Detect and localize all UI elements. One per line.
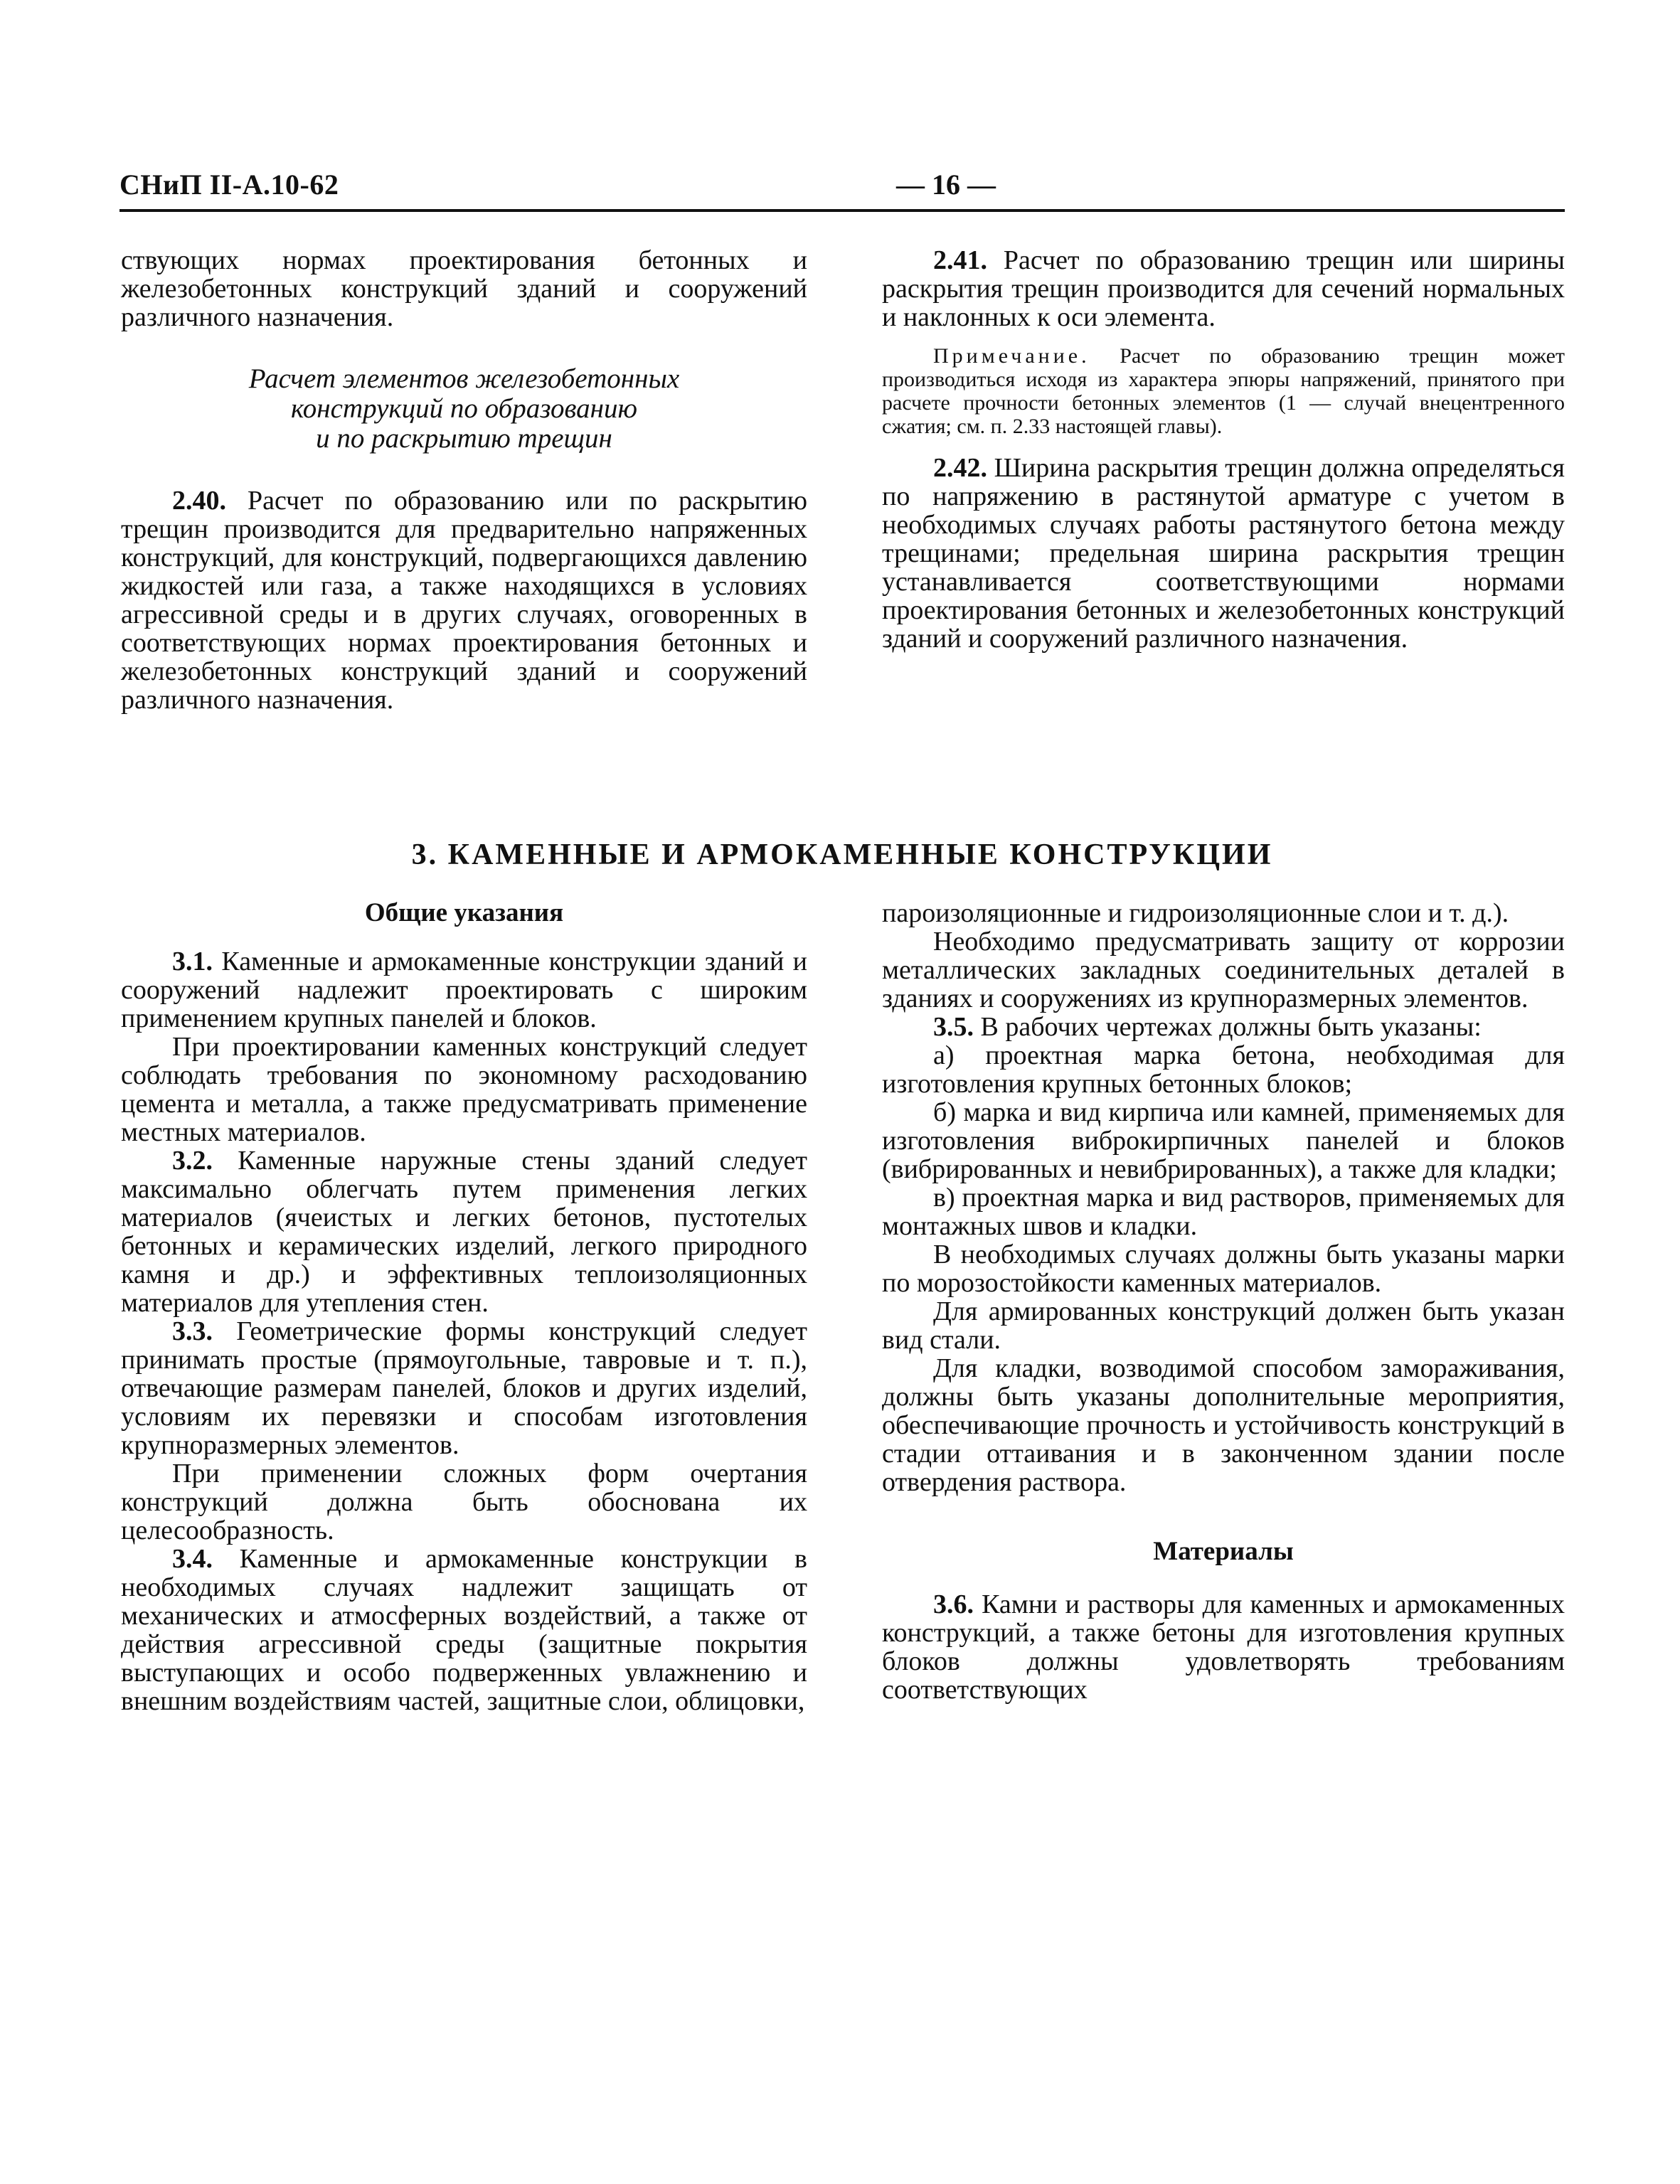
section-title: Расчет элементов железобетонных конструкций по образованию и по раскрытию трещин — [248, 363, 680, 454]
note: Примечание. Расчет по образованию трещин может производиться исходя из характера эпюры напряжений, принятого при расчете прочности бетонных элементов (1 — случай внецентренного сжатия; см. п. 2.33 настоящей главы). — [882, 344, 1565, 438]
paragraph-continuation: ствующих нормах проектирования бетонных и железобетонных конструкций зданий и сооружений различного назначения. — [121, 245, 807, 332]
paragraph-3-4b: Необходимо предусматривать защиту от коррозии металлических закладных соединительных деталей в зданиях и сооружениях из крупноразмерных элементов. — [882, 927, 1565, 1013]
paragraph-3-5d: Для кладки, возводимой способом замораживания, должны быть указаны дополнительные мероприятия, обеспечивающие прочность и устойчивость конструкций в стадии оттаивания и в законченном здании после отвердения раствора. — [882, 1353, 1565, 1497]
paragraph-3-5: 3.5. В рабочих чертежах должны быть указаны: — [933, 1012, 1482, 1042]
paragraph-3-3: 3.3. Геометрические формы конструкций следует принимать простые (прямоугольные, тавровые и т. п.), отвечающие размерам панелей, блоков и других изделий, условиям их перевязки и способам изготовления крупноразмерных элементов. — [121, 1316, 808, 1460]
paragraph-3-6: 3.6. Камни и растворы для каменных и армокаменных конструкций, а также бетоны для изготовления крупных блоков должны удовлетворять требованиям соответствующих — [882, 1589, 1565, 1705]
list-item-v: в) проектная марка и вид растворов, применяемых для монтажных швов и кладки. — [882, 1183, 1565, 1241]
paragraph-3-5b: В необходимых случаях должны быть указаны марки по морозостойкости каменных материалов. — [882, 1240, 1565, 1298]
header-divider — [119, 209, 1565, 212]
paragraph-3-1: 3.1. Каменные и армокаменные конструкции зданий и сооружений надлежит проектировать с широким применением крупных панелей и блоков. — [121, 947, 807, 1033]
bottom-left-column — [121, 899, 807, 1715]
paragraph-2-41: 2.41. Расчет по образованию трещин или ширины раскрытия трещин производится для сечений нормальных и наклонных к оси элемента. — [882, 245, 1565, 332]
page-header — [119, 168, 1563, 208]
page-number: — 16 — — [896, 169, 996, 201]
subheading-materials: Материалы — [1153, 1537, 1294, 1566]
paragraph-3-2: 3.2. Каменные наружные стены зданий следует максимально облегчать путем применения легких материалов (ячеистых и легких бетонов, пустотелых бетонных и керамических изделий, легкого природного камня и др.) и эффективных теплоизоляционных материалов для утепления стен. — [121, 1146, 808, 1318]
list-item-b: б) марка и вид кирпича или камней, применяемых для изготовления виброкирпичных панелей и блоков (вибрированных и невибрированных), а также для кладки; — [882, 1097, 1565, 1184]
paragraph-2-40: 2.40. Расчет по образованию или по раскрытию трещин производится для предварительно напряженных конструкций, для конструкций, подвергающихся давлению жидкостей или газа, а также находящихся в условиях агрессивной среды и в других случаях, оговоренных в соответствующих нормах проектирования бетонных и железобетонных конструкций зданий и сооружений различного назначения. — [121, 486, 807, 715]
paragraph-3-5c: Для армированных конструкций должен быть указан вид стали. — [882, 1296, 1565, 1355]
paragraph-3-3b: При применении сложных форм очертания конструкций должна быть обоснована их целесообразность. — [121, 1459, 807, 1545]
document-code: СНиП II-А.10-62 — [119, 169, 339, 201]
chapter-title: 3. КАМЕННЫЕ И АРМОКАМЕННЫЕ КОНСТРУКЦИИ — [411, 838, 1273, 871]
top-left-column — [121, 246, 807, 714]
list-item-a: а) проектная марка бетона, необходимая для изготовления крупных бетонных блоков; — [882, 1040, 1565, 1099]
paragraph-2-42: 2.42. Ширина раскрытия трещин должна определяться по напряжению в растянутой арматуре с учетом в необходимых случаях работы растянутого бетона между трещинами; предельная ширина раскрытия трещин устанавливается соответствующими нормами проектирования бетонных и железобетонных конструкций зданий и сооружений различного назначения. — [882, 453, 1565, 654]
top-right-column — [882, 246, 1565, 653]
subheading-general: Общие указания — [364, 898, 564, 927]
bottom-right-column — [882, 899, 1565, 1704]
paragraph-3-1b: При проектировании каменных конструкций следует соблюдать требования по экономному расходованию цемента и металла, а также предусматривать применение местных материалов. — [121, 1032, 807, 1147]
paragraph-3-4: 3.4. Каменные и армокаменные конструкции в необходимых случаях надлежит защищать от механических и атмосферных воздействий, а также от действия агрессивной среды (защитные покрытия выступающих и особо подверженных увлажнению и внешним воздействиям частей, защитные слои, облицовки, — [121, 1544, 807, 1716]
paragraph-3-4-continuation: пароизоляционные и гидроизоляционные слои и т. д.). — [882, 898, 1509, 928]
